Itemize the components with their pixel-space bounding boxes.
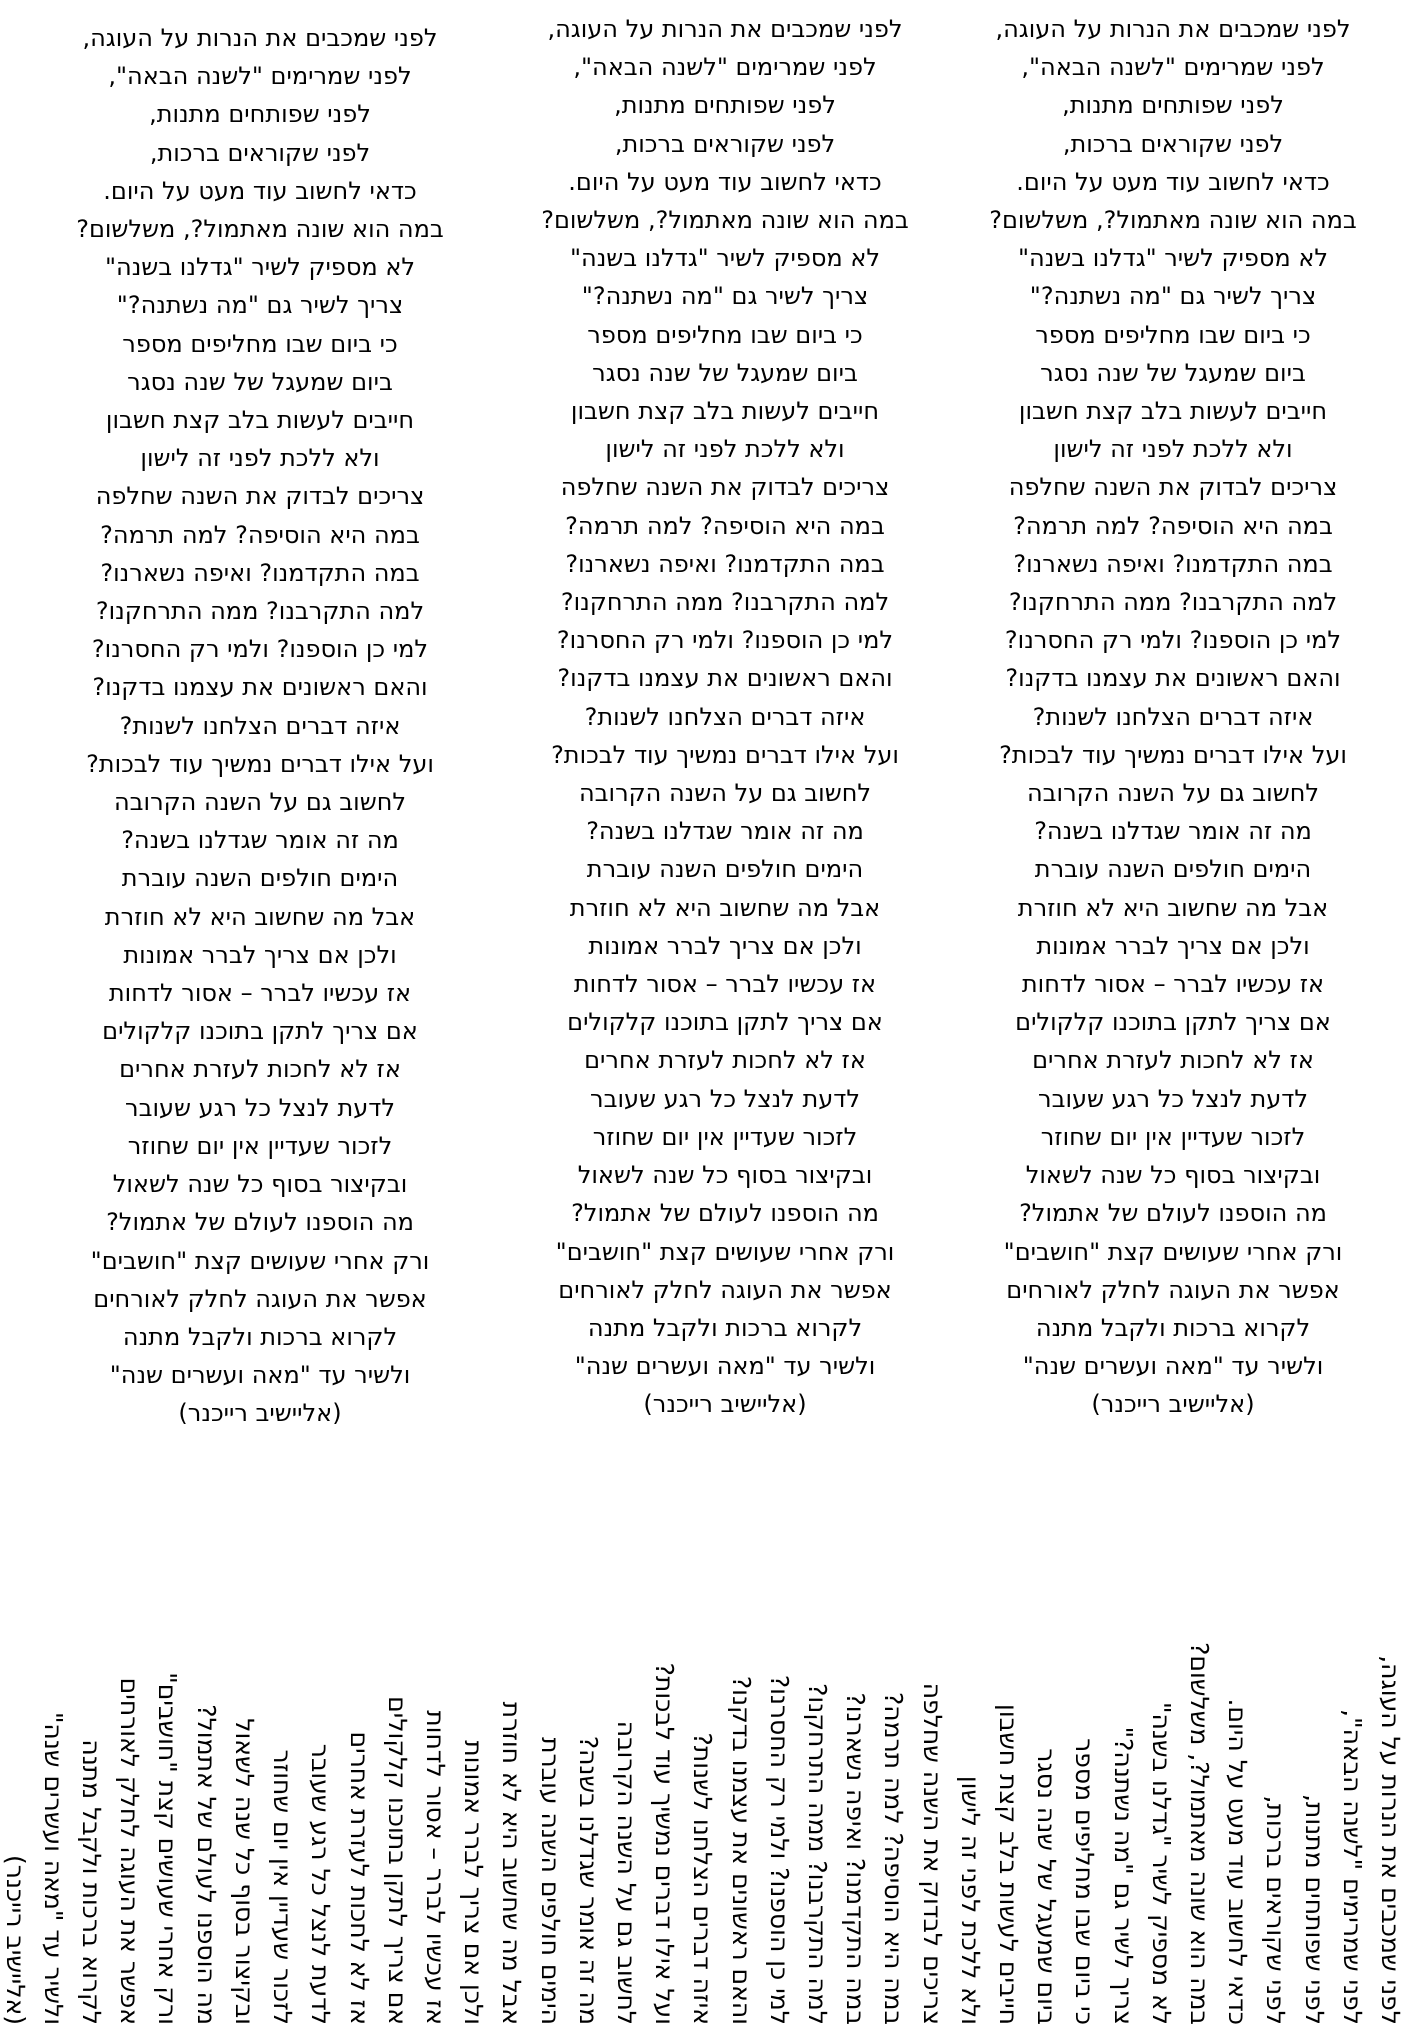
poem-line: ורק אחרי שעושים קצת "חושבים": [153, 1672, 183, 2025]
poem-line: למי כן הוספנו? ולמי רק החסרנו?: [91, 635, 429, 664]
poem-line: לפני שמרימים "לשנה הבאה",: [108, 62, 412, 91]
poem-line: אם צריך לתקן בתוכנו קלקולים: [102, 1017, 418, 1046]
poem-line: צריך לשיר גם "מה נשתנה?": [1029, 282, 1317, 311]
poem-column-left: [30, 19, 490, 1433]
poem-line: אז עכשיו לברר – אסור לדחות: [108, 979, 412, 1008]
poem-line: לקרוא ברכות ולקבל מתנה: [122, 1322, 398, 1351]
poem-line: מה זה אומר שגדלנו בשנה?: [573, 1735, 603, 2025]
poem-line: לא מספיק לשיר "גדלנו בשנה": [569, 244, 881, 273]
poem-line: לפני שמרימים "לשנה הבאה",: [573, 53, 877, 82]
poem-line: איזה דברים הצלחנו לשנות?: [119, 711, 401, 740]
poem-line: ועל אילו דברים נמשיך עוד לבכות?: [999, 740, 1347, 769]
poem-line: אבל מה שחשוב היא לא חוזרת: [104, 902, 416, 931]
poem-line: לזכור שעדיין אין יום שחוזר: [268, 1749, 298, 2025]
poem-line: אבל מה שחשוב היא לא חוזרת: [497, 1701, 527, 2025]
poem-line: לחשוב גם על השנה הקרובה: [113, 788, 407, 817]
poem-signature: (אליישיב רייכנר): [1091, 1390, 1255, 1419]
poem-line: ביום שמעגל של שנה נסגר: [592, 358, 858, 387]
poem-line: לחשוב גם על השנה הקרובה: [578, 779, 872, 808]
poem-line: לקרוא ברכות ולקבל מתנה: [587, 1313, 863, 1342]
poem-line: במה הוא שונה מאתמול?, משלשום?: [1184, 1642, 1214, 2025]
poem-line: ורק אחרי שעושים קצת "חושבים": [555, 1237, 895, 1266]
poem-line: לזכור שעדיין אין יום שחוזר: [1040, 1122, 1306, 1151]
poem-line: למה התקרבנו? ממה התרחקנו?: [1008, 588, 1338, 617]
poem-line: אז לא לחכות לעזרת אחרים: [1032, 1046, 1314, 1075]
poem-line: אבל מה שחשוב היא לא חוזרת: [569, 893, 881, 922]
poem-line: מה זה אומר שגדלנו בשנה?: [1034, 817, 1312, 846]
poem-line: כי ביום שבו מחליפים מספר: [587, 320, 863, 349]
poem-line: אם צריך לתקן בתוכנו קלקולים: [567, 1008, 883, 1037]
poem-line: ולשיר עד "מאה ועשרים שנה": [38, 1711, 68, 2025]
poem-line: כי ביום שבו מחליפים מספר: [1035, 320, 1311, 349]
poem-line: ובקיצור בסוף כל שנה לשאול: [229, 1718, 259, 2025]
poem-line: מה הוספנו לעולם של אתמול?: [191, 1704, 221, 2025]
poem-line: לפני שקוראים ברכות,: [1261, 1795, 1291, 2025]
poem-line: צריכים לבדוק את השנה שחלפה: [917, 1682, 947, 2025]
poem-line: למה התקרבנו? ממה התרחקנו?: [802, 1683, 832, 2025]
poem-column-right: [968, 10, 1378, 1424]
poem-line: לזכור שעדיין אין יום שחוזר: [592, 1122, 858, 1151]
poem-line: ורק אחרי שעושים קצת "חושבים": [90, 1246, 430, 1275]
poem-line: מה הוספנו לעולם של אתמול?: [571, 1199, 879, 1228]
poem-line: למה התקרבנו? ממה התרחקנו?: [560, 588, 890, 617]
poem-line: ועל אילו דברים נמשיך עוד לבכות?: [86, 749, 434, 778]
poem-line: אז לא לחכות לעזרת אחרים: [119, 1055, 401, 1084]
poem-line: לפני שפותחים מתנות,: [1299, 1793, 1329, 2025]
poem-line: אפשר את העוגה לחלק לאורחים: [1006, 1275, 1340, 1304]
poem-line: לפני שמכבים את הנרות על העוגה,: [547, 15, 903, 43]
poem-line: איזה דברים הצלחנו לשנות?: [688, 1732, 718, 2025]
poem-column-rotated: [0, 1525, 1409, 2025]
poem-line: ביום שמעגל של שנה נסגר: [127, 367, 393, 396]
poem-line: לקרוא ברכות ולקבל מתנה: [1035, 1313, 1311, 1342]
poem-line: צריך לשיר גם "מה נשתנה?": [1108, 1726, 1138, 2025]
poem-line: כדאי לחשוב עוד מעט על היום.: [103, 176, 417, 205]
poem-line: למה התקרבנו? ממה התרחקנו?: [95, 597, 425, 626]
poem-line: צריכים לבדוק את השנה שחלפה: [1008, 473, 1338, 502]
poem-line: צריכים לבדוק את השנה שחלפה: [560, 473, 890, 502]
poem-line: הימים חולפים השנה עוברת: [121, 864, 399, 893]
poem-line: מה זה אומר שגדלנו בשנה?: [121, 826, 399, 855]
poem-line: צריכים לבדוק את השנה שחלפה: [95, 482, 425, 511]
poem-line: ובקיצור בסוף כל שנה לשאול: [1025, 1161, 1321, 1190]
poem-line: אפשר את העוגה לחלק לאורחים: [558, 1275, 892, 1304]
poem-line: מה הוספנו לעולם של אתמול?: [1019, 1199, 1327, 1228]
poem-line: ביום שמעגל של שנה נסגר: [1040, 358, 1306, 387]
poem-line: ובקיצור בסוף כל שנה לשאול: [577, 1161, 873, 1190]
poem-line: ולכן אם צריך לברר אמונות: [459, 1740, 489, 2025]
poem-line: במה הוא שונה מאתמול?, משלשום?: [989, 206, 1357, 235]
poem-line: כי ביום שבו מחליפים מספר: [1070, 1738, 1100, 2025]
poem-line: והאם ראשונים את עצמנו בדקנו?: [557, 664, 893, 693]
poem-line: אפשר את העוגה לחלק לאורחים: [115, 1677, 145, 2025]
poem-line: חייבים לעשות בלב קצת חשבון: [1018, 397, 1328, 426]
poem-line: אז לא לחכות לעזרת אחרים: [584, 1046, 866, 1075]
poem-line: חייבים לעשות בלב קצת חשבון: [105, 406, 415, 435]
poem-line: מה זה אומר שגדלנו בשנה?: [586, 817, 864, 846]
poem-line: ולשיר עד "מאה ועשרים שנה": [109, 1361, 411, 1390]
poem-line: לדעת לנצל כל רגע שעובר: [1038, 1084, 1308, 1113]
poem-line: במה התקדמנו? ואיפה נשארנו?: [1013, 549, 1333, 578]
poem-line: לקרוא ברכות ולקבל מתנה: [77, 1739, 107, 2025]
poem-signature: (אליישיב רייכנר): [643, 1390, 807, 1419]
poem-line: ולא ללכת לפני זה לישון: [605, 435, 845, 464]
poem-line: במה היא הוסיפה? למה תרמה?: [1013, 511, 1333, 540]
poem-line: צריך לשיר גם "מה נשתנה?": [581, 282, 869, 311]
poem-line: במה הוא שונה מאתמול?, משלשום?: [541, 206, 909, 235]
poem-line: ועל אילו דברים נמשיך עוד לבכות?: [551, 740, 899, 769]
poem-line: לפני שמכבים את הנרות על העוגה,: [995, 15, 1351, 43]
poem-line: אם צריך לתקן בתוכנו קלקולים: [1015, 1008, 1331, 1037]
poem-line: הימים חולפים השנה עוברת: [586, 855, 864, 884]
poem-line: לפני שמרימים "לשנה הבאה",: [1337, 1709, 1367, 2025]
poem-line: כדאי לחשוב עוד מעט על היום.: [1223, 1698, 1253, 2025]
poem-line: במה היא הוסיפה? למה תרמה?: [100, 520, 420, 549]
poem-line: ולכן אם צריך לברר אמונות: [123, 940, 397, 969]
poem-line: והאם ראשונים את עצמנו בדקנו?: [1005, 664, 1341, 693]
poem-line: במה התקדמנו? ואיפה נשארנו?: [565, 549, 885, 578]
poem-line: במה היא הוסיפה? למה תרמה?: [565, 511, 885, 540]
poem-line: הימים חולפים השנה עוברת: [535, 1737, 565, 2025]
poem-line: חייבים לעשות בלב קצת חשבון: [570, 397, 880, 426]
poem-line: אז עכשיו לברר – אסור לדחות: [1021, 970, 1325, 999]
poem-line: אז עכשיו לברר – אסור לדחות: [573, 970, 877, 999]
poem-line: אז לא לחכות לעזרת אחרים: [344, 1731, 374, 2025]
poem-line: ולא ללכת לפני זה לישון: [955, 1775, 985, 2025]
poem-line: למי כן הוספנו? ולמי רק החסרנו?: [1004, 626, 1342, 655]
poem-line: במה התקדמנו? ואיפה נשארנו?: [841, 1692, 871, 2025]
poem-line: לדעת לנצל כל רגע שעובר: [306, 1743, 336, 2025]
poem-line: לפני שפותחים מתנות,: [149, 100, 371, 129]
poem-line: ביום שמעגל של שנה נסגר: [1032, 1748, 1062, 2025]
poem-line: כדאי לחשוב עוד מעט על היום.: [568, 167, 882, 196]
poem-line: לפני שקוראים ברכות,: [1062, 129, 1284, 158]
poem-line: לפני שפותחים מתנות,: [614, 91, 836, 120]
poem-line: לחשוב גם על השנה הקרובה: [1026, 779, 1320, 808]
poem-line: לא מספיק לשיר "גדלנו בשנה": [1017, 244, 1329, 273]
poem-line: במה היא הוסיפה? למה תרמה?: [879, 1691, 909, 2025]
poem-line: ולא ללכת לפני זה לישון: [1053, 435, 1293, 464]
poem-column-middle: [520, 10, 930, 1424]
poem-line: כי ביום שבו מחליפים מספר: [122, 329, 398, 358]
poem-line: לפני שמכבים את הנרות על העוגה,: [1376, 1655, 1405, 2025]
poem-line: ולכן אם צריך לברר אמונות: [588, 931, 862, 960]
poem-line: לפני שקוראים ברכות,: [149, 138, 371, 167]
poem-line: הימים חולפים השנה עוברת: [1034, 855, 1312, 884]
poem-signature: (אליישיב רייכנר): [178, 1399, 342, 1428]
poem-line: במה הוא שונה מאתמול?, משלשום?: [76, 215, 444, 244]
poem-line: למי כן הוספנו? ולמי רק החסרנו?: [556, 626, 894, 655]
poem-line: חייבים לעשות בלב קצת חשבון: [993, 1704, 1023, 2025]
poem-line: אז עכשיו לברר – אסור לדחות: [420, 1710, 450, 2025]
poem-line: והאם ראשונים את עצמנו בדקנו?: [92, 673, 428, 702]
poem-line: ולכן אם צריך לברר אמונות: [1036, 931, 1310, 960]
poem-line: כדאי לחשוב עוד מעט על היום.: [1016, 167, 1330, 196]
poem-line: במה התקדמנו? ואיפה נשארנו?: [100, 558, 420, 587]
poem-line: צריך לשיר גם "מה נשתנה?": [116, 291, 404, 320]
poem-line: ובקיצור בסוף כל שנה לשאול: [112, 1170, 408, 1199]
poem-line: ולשיר עד "מאה ועשרים שנה": [574, 1352, 876, 1381]
poem-signature: (אליישיב רייכנר): [0, 1855, 30, 2025]
poem-line: לדעת לנצל כל רגע שעובר: [590, 1084, 860, 1113]
poem-line: ורק אחרי שעושים קצת "חושבים": [1003, 1237, 1343, 1266]
poem-line: אבל מה שחשוב היא לא חוזרת: [1017, 893, 1329, 922]
poem-line: איזה דברים הצלחנו לשנות?: [584, 702, 866, 731]
poem-line: לחשוב גם על השנה הקרובה: [611, 1720, 641, 2025]
poem-line: לא מספיק לשיר "גדלנו בשנה": [1146, 1702, 1176, 2025]
poem-line: למי כן הוספנו? ולמי רק החסרנו?: [764, 1674, 794, 2025]
poem-line: אפשר את העוגה לחלק לאורחים: [93, 1284, 427, 1313]
poem-line: לזכור שעדיין אין יום שחוזר: [127, 1131, 393, 1160]
poem-line: לפני שמכבים את הנרות על העוגה,: [82, 24, 438, 52]
poem-line: לפני שמרימים "לשנה הבאה",: [1021, 53, 1325, 82]
poem-line: אם צריך לתקן בתוכנו קלקולים: [382, 1696, 412, 2025]
poem-line: לדעת לנצל כל רגע שעובר: [125, 1093, 395, 1122]
poem-line: איזה דברים הצלחנו לשנות?: [1032, 702, 1314, 731]
poem-line: ולא ללכת לפני זה לישון: [140, 444, 380, 473]
poem-line: והאם ראשונים את עצמנו בדקנו?: [726, 1675, 756, 2025]
poem-line: לא מספיק לשיר "גדלנו בשנה": [104, 253, 416, 282]
poem-line: ועל אילו דברים נמשיך עוד לבכות?: [650, 1662, 680, 2025]
poem-line: מה הוספנו לעולם של אתמול?: [106, 1208, 414, 1237]
poem-line: לפני שקוראים ברכות,: [614, 129, 836, 158]
poem-line: ולשיר עד "מאה ועשרים שנה": [1022, 1352, 1324, 1381]
poem-line: לפני שפותחים מתנות,: [1062, 91, 1284, 120]
